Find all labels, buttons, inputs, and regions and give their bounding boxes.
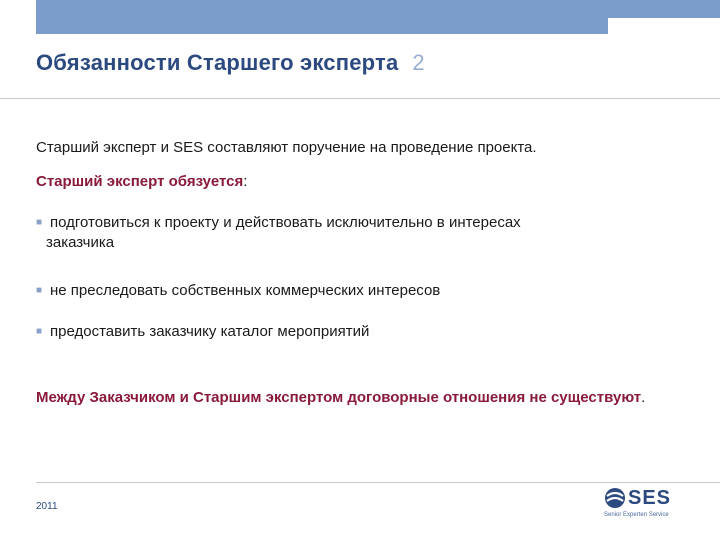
bullet-item-prepare	[36, 213, 656, 253]
ses-logo-text: SES	[628, 487, 672, 509]
slide-title-text: Обязанности Старшего эксперта	[36, 50, 399, 75]
top-decor-notch-edge	[606, 18, 608, 34]
closing-text: Между Заказчиком и Старшим экспертом договорные отношения не существуют	[36, 389, 642, 406]
intro-paragraph: Старший эксперт и SES составляют поручение на проведение проекта.	[36, 139, 537, 156]
footer-year: 2011	[36, 501, 58, 512]
bullet-square-icon: ■	[36, 285, 43, 296]
bullet-item-catalog	[36, 322, 656, 342]
closing-period: .	[641, 389, 646, 406]
bullet-square-icon: ■	[36, 217, 43, 228]
closing-statement	[36, 388, 656, 408]
footer-divider	[36, 482, 720, 483]
top-decor-notch	[606, 18, 720, 34]
slide-title	[36, 50, 425, 76]
ses-logo-mark-icon	[604, 487, 626, 509]
bullet-text: подготовиться к проекту и действовать исключительно в интересах	[50, 214, 521, 231]
bullet-text-continued: заказчика	[46, 234, 115, 251]
obligation-heading-text: Старший эксперт обязуется	[36, 173, 244, 190]
obligation-heading	[36, 173, 247, 190]
bullet-text: не преследовать собственных коммерческих интересов	[50, 282, 441, 299]
obligation-heading-colon: :	[243, 173, 248, 190]
ses-logo-subtitle: Senior Experten Service	[604, 512, 669, 518]
bullet-square-icon: ■	[36, 326, 43, 337]
title-divider	[0, 98, 720, 99]
bullet-text: предоставить заказчику каталог мероприятий	[50, 323, 370, 340]
bullet-item-no-commercial	[36, 281, 656, 301]
ses-logo	[604, 487, 714, 521]
slide-number: 2	[412, 50, 425, 75]
